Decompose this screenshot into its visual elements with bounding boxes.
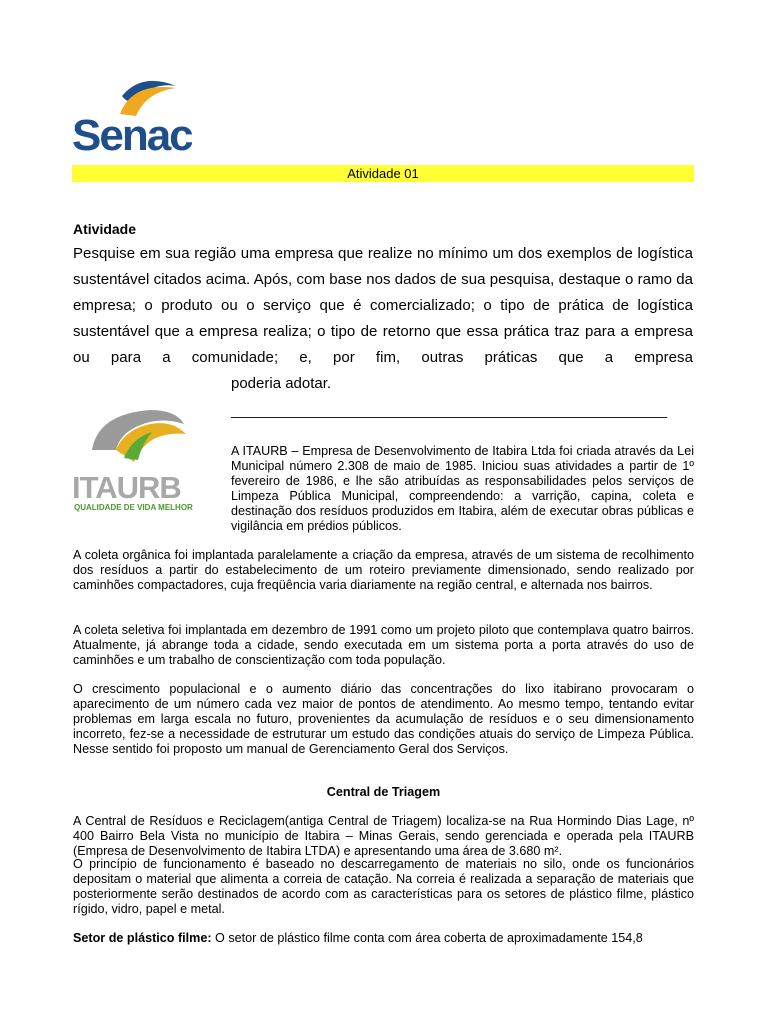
senac-logo xyxy=(72,66,192,154)
central-location-paragraph: A Central de Resíduos e Reciclagem(antiga Central de Triagem) localiza-se na Rua Hormindo Dias Lage, nº 400 Bairro Bela Vista no município de Itabira – Minas Gerais, sendo gerenciada e operada pela ITAURB (Empresa de Desenvolvimento de Itabira LTDA) e apresentando uma área de 3.680 m². xyxy=(73,814,694,858)
activity-heading: Atividade xyxy=(73,221,137,237)
population-growth-paragraph: O crescimento populacional e o aumento diário das concentrações do lixo itabirano provocaram o aparecimento de um número cada vez maior de pontos de atendimento. Ao mesmo tempo, tentando evitar problemas em larga escala no futuro, provenientes da acumulação de resíduos e o seu dimensionamento incorreto, fez-se a necessidade de estruturar um estudo das condições atuais do serviço de Limpeza Pública. Nesse sentido foi proposto um manual de Gerenciamento Geral dos Serviços. xyxy=(73,682,694,756)
section-title: Central de Triagem xyxy=(326,785,441,799)
plastic-film-sector-text: O setor de plástico filme conta com área coberta de aproximadamente 154,8 xyxy=(211,931,643,945)
senac-logo-text: Senac xyxy=(72,111,192,154)
itaurb-logo-tagline: QUALIDADE DE VIDA MELHOR xyxy=(74,503,193,512)
banner-label: Atividade 01 xyxy=(347,166,419,181)
activity-instructions: Pesquise em sua região uma empresa que realize no mínimo um dos exemplos de logística sustentável citados acima. Após, com base nos dados de sua pesquisa, destaque o ramo da empresa; o produto ou o serviço que é comercializado; o tipo de prática de logística sustentável que a empresa realiza; o tipo de retorno que essa prática traz para a empresa ou para a comunidade; e, por fim, outras práticas que a empresa xyxy=(73,245,693,366)
itaurb-intro-paragraph: A ITAURB – Empresa de Desenvolvimento de Itabira Ltda foi criada através da Lei Municipal número 2.308 de maio de 1985. Iniciou suas atividades a partir de 1º fevereiro de 1986, e lhe são atribuídas as responsabilidades pelos serviços de Limpeza Pública Municipal, compreendendo: a varrição, capina, coleta e destinação dos resíduos produzidos em Itabira, além de executar obras públicas e vigilância em prédios públicos. xyxy=(231,444,694,533)
selective-collection-paragraph: A coleta seletiva foi implantada em dezembro de 1991 como um projeto piloto que contemplava quatro bairros. Atualmente, já abrange toda a cidade, sendo executada em um sistema porta a porta através do uso de caminhões e um trabalho de conscientização com toda população. xyxy=(73,623,694,667)
activity-banner xyxy=(72,165,694,182)
itaurb-logo xyxy=(72,404,212,516)
plastic-film-sector-label: Setor de plástico filme: xyxy=(73,931,212,945)
itaurb-logo-text: ITAURB xyxy=(72,470,181,505)
organic-collection-paragraph: A coleta orgânica foi implantada paralelamente a criação da empresa, através de um sistema de recolhimento dos resíduos a partir do estabelecimento de um roteiro previamente dimensionado, sendo realizado por caminhões compactadores, cuja freqüência varia diariamente na região central, e alternada nos bairros. xyxy=(73,548,694,592)
operation-principle-paragraph: O princípio de funcionamento é baseado no descarregamento de materiais no silo, onde os funcionários depositam o material que alimenta a correia de catação. Na correia é realizada a separação de materiais que posteriormente serão destinados de acordo com as características para os setores de plástico filme, plástico rígido, vidro, papel e metal. xyxy=(73,857,694,916)
answer-line: ________________________________________________________ xyxy=(231,402,668,418)
activity-instructions-end: poderia adotar. xyxy=(231,375,332,392)
plastic-film-sector-paragraph xyxy=(73,931,694,946)
